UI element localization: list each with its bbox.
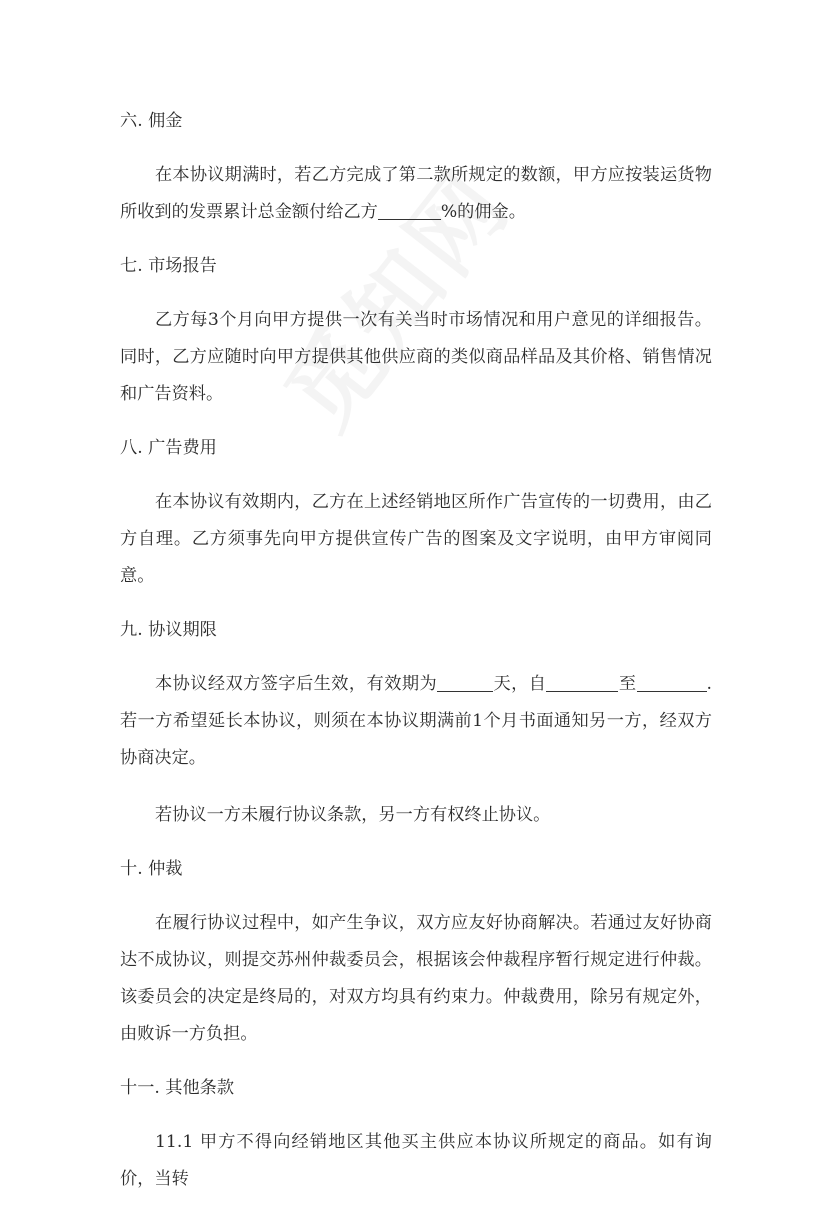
section-9-text-b: 天，自 (493, 674, 547, 694)
section-8-heading: 八. 广告费用 (120, 438, 217, 458)
section-11-heading: 十一. 其他条款 (120, 1078, 235, 1098)
section-10-heading: 十. 仲裁 (120, 859, 183, 879)
section-7-heading: 七. 市场报告 (120, 256, 217, 276)
document-body (120, 103, 712, 1215)
start-date-blank[interactable] (546, 673, 618, 692)
section-6-heading: 六. 佣金 (120, 111, 183, 131)
section-9-text-a: 本协议经双方签字后生效，有效期为 (155, 674, 438, 694)
section-9-paragraph-2: 若协议一方未履行协议条款，另一方有权终止协议。 (155, 805, 551, 825)
section-11-paragraph: 11.1 甲方不得向经销地区其他买主供应本协议所规定的商品。如有询价，当转 (120, 1132, 712, 1189)
section-7-paragraph: 乙方每3个月向甲方提供一次有关当时市场情况和用户意见的详细报告。同时，乙方应随时向甲方提供其他供应商的类似商品样品及其价格、销售情况和广告资料。 (120, 310, 712, 404)
end-date-blank[interactable] (637, 673, 707, 692)
section-6-text-b: %的佣金。 (440, 202, 526, 222)
section-9-text-d: .若一方希望延长本协议，则须在本协议期满前1个月书面通知另一方，经双方协商决定。 (120, 674, 712, 768)
section-6-paragraph (120, 157, 712, 231)
section-8-paragraph: 在本协议有效期内，乙方在上述经销地区所作广告宣传的一切费用，由乙方自理。乙方须事先向甲方提供宣传广告的图案及文字说明，由甲方审阅同意。 (120, 492, 712, 586)
validity-days-blank[interactable] (437, 673, 493, 692)
section-9-paragraph-1 (120, 666, 712, 777)
section-9-heading: 九. 协议期限 (120, 620, 217, 640)
commission-percent-blank[interactable] (378, 201, 441, 220)
section-6-text-a: 在本协议期满时，若乙方完成了第二款所规定的数额，甲方应按装运货物所收到的发票累计总金额付给乙方 (120, 165, 712, 222)
section-10-paragraph: 在履行协议过程中，如产生争议，双方应友好协商解决。若通过友好协商达不成协议，则提交苏州仲裁委员会，根据该会仲裁程序暂行规定进行仲裁。该委员会的决定是终局的，对双方均具有约束力。仲裁费用，除另有规定外，由败诉一方负担。 (120, 913, 712, 1044)
section-9-text-c: 至 (618, 674, 637, 694)
